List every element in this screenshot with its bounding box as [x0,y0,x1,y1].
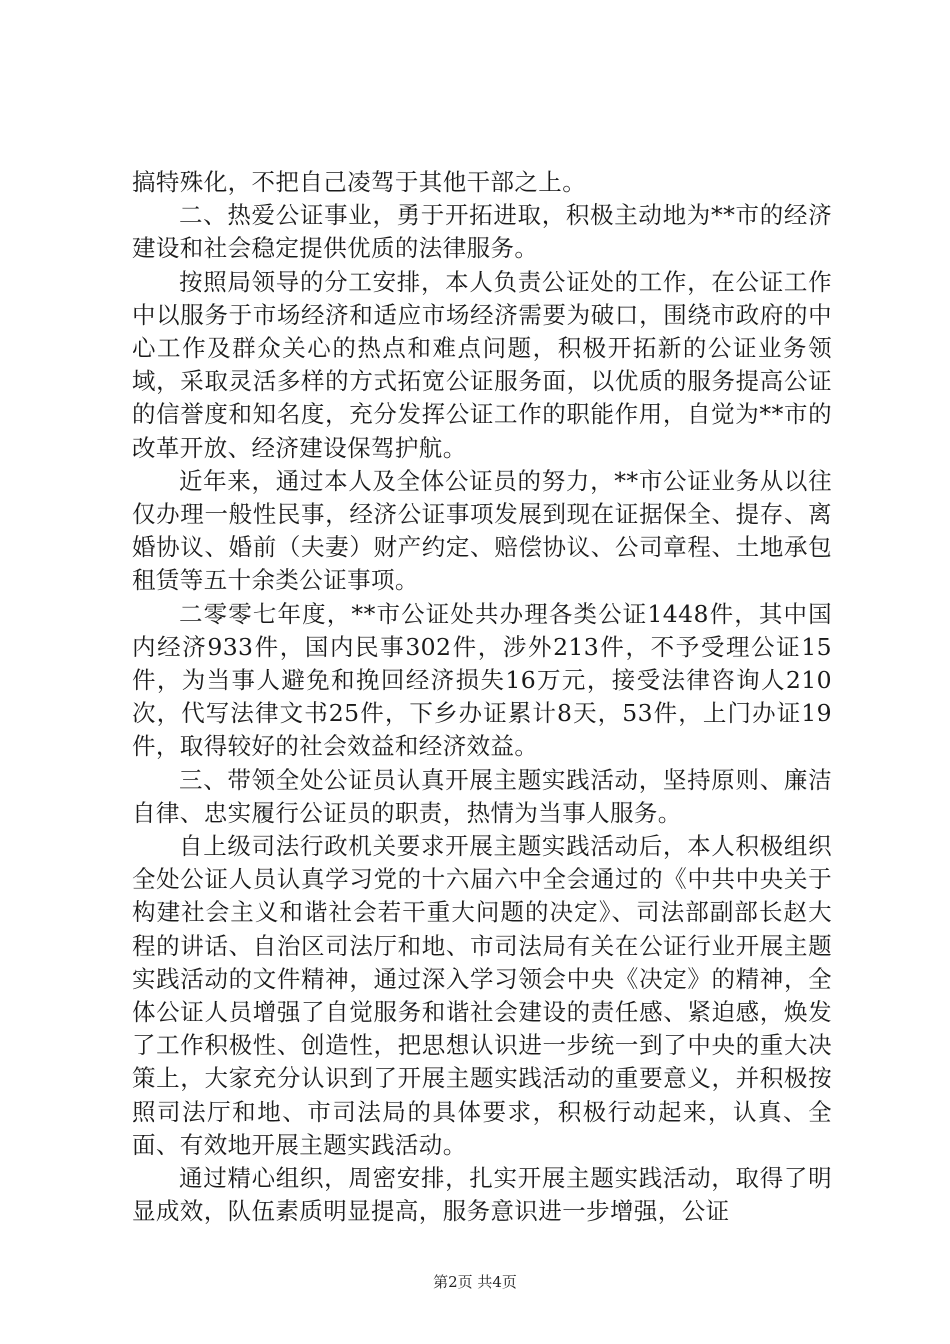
document-body [132,166,832,1229]
paragraph: 近年来，通过本人及全体公证员的努力，**市公证业务从以往仅办理一般性民事，经济公证事项发展到现在证据保全、提存、离婚协议、婚前（夫妻）财产约定、赔偿协议、公司章程、土地承包租赁等五十余类公证事项。 [132,466,832,595]
paragraph: 自上级司法行政机关要求开展主题实践活动后，本人积极组织全处公证人员认真学习党的十六届六中全会通过的《中共中央关于构建社会主义和谐社会若干重大问题的决定》、司法部副部长赵大程的讲话、自治区司法厅和地、市司法局有关在公证行业开展主题实践活动的文件精神，通过深入学习领会中央《决定》的精神，全体公证人员增强了自觉服务和谐社会建设的责任感、紧迫感，焕发了工作积极性、创造性，把思想认识进一步统一到了中央的重大决策上，大家充分认识到了开展主题实践活动的重要意义，并积极按照司法厅和地、市司法局的具体要求，积极行动起来，认真、全面、有效地开展主题实践活动。 [132,832,832,1159]
paragraph: 通过精心组织，周密安排，扎实开展主题实践活动，取得了明显成效，队伍素质明显提高，服务意识进一步增强，公证 [132,1164,832,1226]
section-heading-3: 三、带领全处公证员认真开展主题实践活动，坚持原则、廉洁自律、忠实履行公证员的职责，热情为当事人服务。 [132,765,832,827]
section-heading-2: 二、热爱公证事业，勇于开拓进取，积极主动地为**市的经济建设和社会稳定提供优质的法律服务。 [132,201,832,263]
paragraph: 按照局领导的分工安排，本人负责公证处的工作，在公证工作中以服务于市场经济和适应市场经济需要为破口，围绕市政府的中心工作及群众关心的热点和难点问题，积极开拓新的公证业务领域，采取灵活多样的方式拓宽公证服务面，以优质的服务提高公证的信誉度和知名度，充分发挥公证工作的职能作用，自觉为**市的改革开放、经济建设保驾护航。 [132,267,832,462]
page-number-footer: 第2页 共4页 [433,1273,517,1291]
paragraph-continuation: 搞特殊化，不把自己凌驾于其他干部之上。 [132,168,587,196]
paragraph-statistics: 二零零七年度，**市公证处共办理各类公证1448件，其中国内经济933件，国内民事302件，涉外213件，不予受理公证15件，为当事人避免和挽回经济损失16万元，接受法律咨询人210次，代写法律文书25件，下乡办证累计8天，53件，上门办证19件，取得较好的社会效益和经济效益。 [132,599,832,761]
